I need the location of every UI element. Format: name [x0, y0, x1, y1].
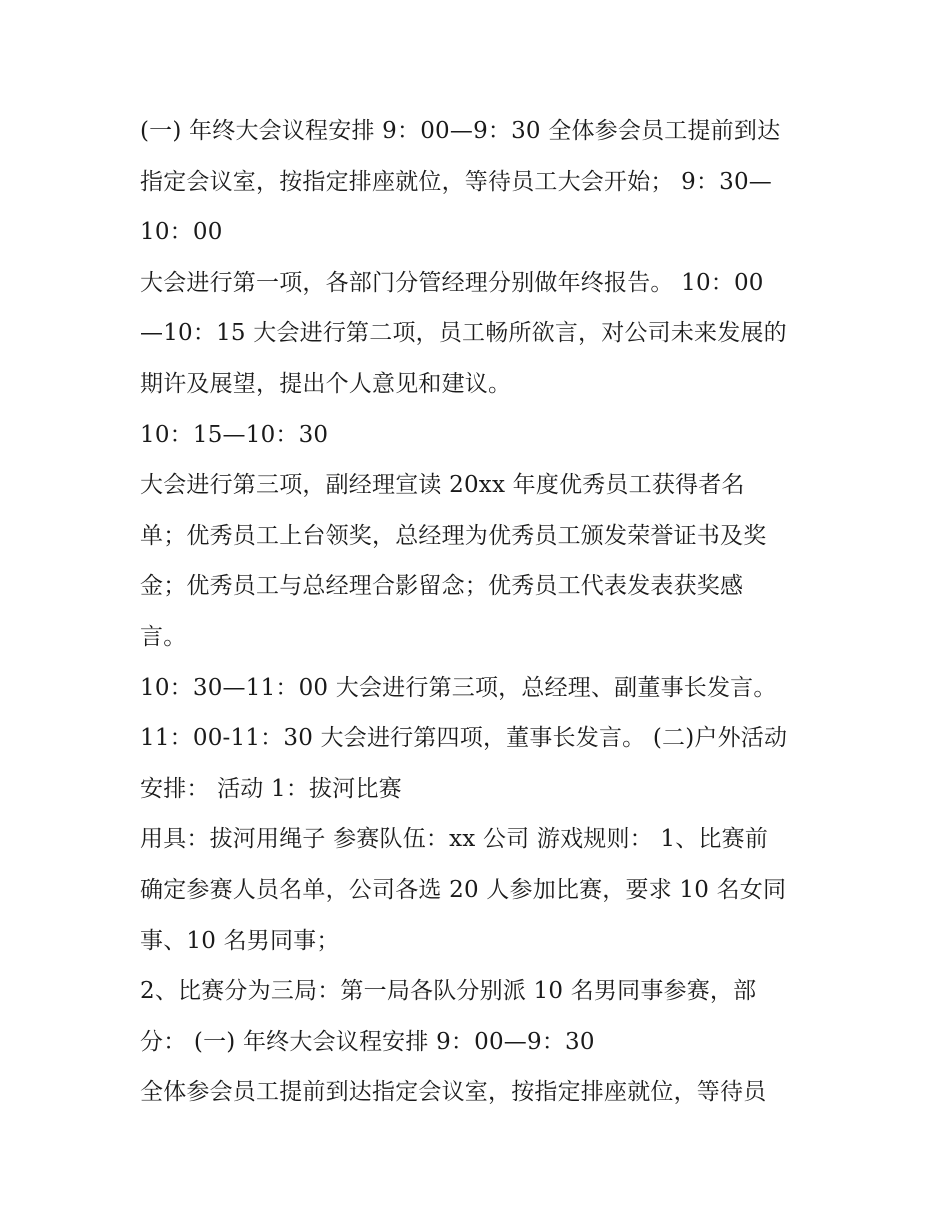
text-line: 10：30—11：00 大会进行第三项，总经理、副董事长发言。 [140, 674, 777, 701]
text-line: 指定会议室，按指定排座就位，等待员工大会开始； 9：30— [140, 168, 773, 195]
text-line: 10：00 [140, 219, 223, 246]
text-line: 11：00-11：30 大会进行第四项，董事长发言。 (二)户外活动 [140, 725, 788, 752]
text-line: 确定参赛人员名单，公司各选 20 人参加比赛，要求 10 名女同 [140, 876, 787, 903]
text-line: 事、10 名男同事； [140, 927, 340, 954]
text-line: 大会进行第一项，各部门分管经理分别做年终报告。 10：00 [140, 269, 764, 296]
text-line: 2、比赛分为三局：第一局各队分别派 10 名男同事参赛，部 [140, 978, 757, 1005]
text-line: 言。 [140, 623, 187, 650]
text-line: 期许及展望，提出个人意见和建议。 [140, 370, 512, 397]
text-line: 单；优秀员工上台领奖，总经理为优秀员工颁发荣誉证书及奖 [140, 522, 767, 549]
text-line: 安排： 活动 1：拔河比赛 [140, 775, 402, 802]
text-line: 分： (一) 年终大会议程安排 9：00—9：30 [140, 1028, 595, 1055]
text-line: 用具：拔河用绳子 参赛队伍：xx 公司 游戏规则： 1、比赛前 [140, 826, 769, 853]
text-line: 大会进行第三项，副经理宣读 20xx 年度优秀员工获得者名 [140, 472, 745, 499]
text-line: 全体参会员工提前到达指定会议室，按指定排座就位，等待员 [140, 1079, 767, 1106]
text-line: 10：15—10：30 [140, 421, 329, 448]
text-line: 金；优秀员工与总经理合影留念；优秀员工代表发表获奖感 [140, 573, 744, 600]
text-line: —10：15 大会进行第二项，员工畅所欲言，对公司未来发展的 [140, 320, 787, 347]
text-line: (一) 年终大会议程安排 9：00—9：30 全体参会员工提前到达 [140, 118, 781, 144]
body-text [140, 106, 830, 1118]
